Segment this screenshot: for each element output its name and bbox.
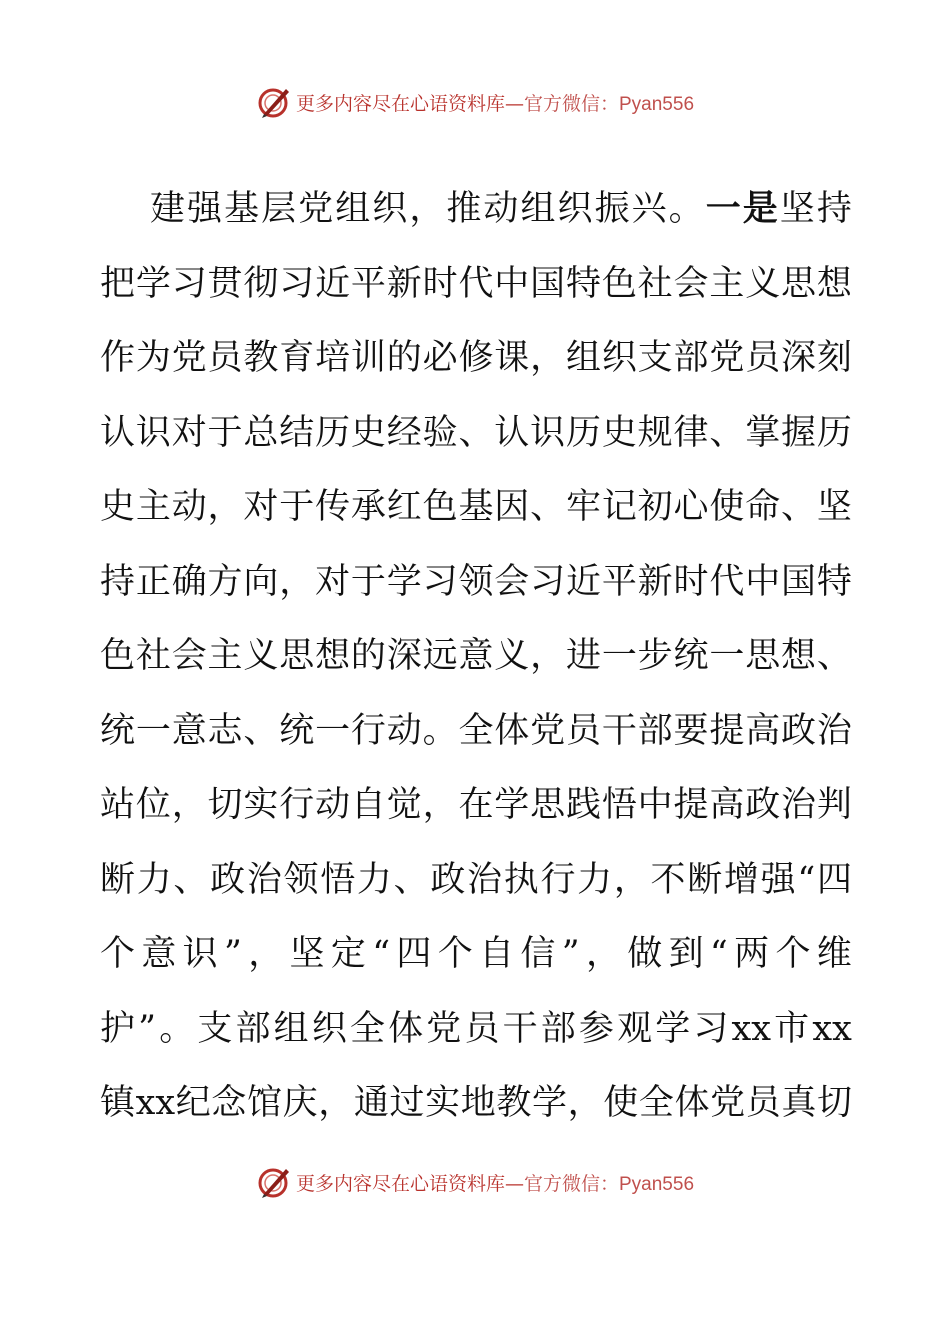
char: 不: [650, 859, 686, 900]
char: 动: [171, 487, 207, 527]
char: 培: [315, 338, 351, 378]
char: 政: [781, 710, 817, 751]
char: 、: [243, 710, 279, 751]
char: 行: [540, 859, 576, 900]
char: 信: [520, 934, 556, 974]
char: 护: [100, 1008, 136, 1049]
char: 要: [673, 710, 709, 751]
char: 党: [530, 710, 566, 751]
char: 命: [745, 487, 781, 527]
paragraph-line: [100, 992, 852, 1067]
char: ，: [171, 785, 207, 825]
char: 刻: [816, 338, 852, 378]
footer-banner-wechat: 官方微信：Pyan556: [524, 1173, 695, 1195]
char: 教: [243, 338, 279, 378]
char: 统: [673, 636, 709, 676]
char: 修: [458, 338, 494, 378]
header-banner-text: [296, 89, 694, 116]
char: 强: [760, 859, 796, 900]
char: 律: [673, 412, 709, 453]
char: 个: [437, 934, 473, 974]
char: 统: [279, 710, 315, 751]
char: 体: [674, 1083, 710, 1123]
char: 力: [577, 859, 613, 900]
paragraph-line: [100, 694, 852, 769]
char: 色: [100, 636, 136, 676]
char: 认: [100, 412, 136, 453]
char: 体: [494, 710, 530, 751]
char: 对: [315, 561, 351, 602]
header-banner-main: 更多内容尽在心语资料库: [295, 92, 505, 115]
char: 站: [100, 785, 136, 825]
char: 力: [356, 859, 392, 900]
char: 党: [298, 189, 334, 229]
char: ”: [561, 934, 580, 974]
char: 红: [386, 487, 422, 527]
char: 组: [335, 189, 371, 229]
char: 、: [393, 859, 429, 900]
char: 中: [637, 785, 673, 825]
char: 个: [775, 934, 811, 974]
char: 色: [601, 263, 637, 304]
char: 志: [207, 710, 243, 751]
char: 做: [627, 934, 663, 974]
char: 动: [315, 785, 351, 825]
char: 践: [565, 785, 601, 825]
char: 于: [279, 487, 315, 527]
char: 想: [315, 636, 351, 676]
paragraph-line: [100, 172, 852, 247]
char: 义: [745, 263, 781, 304]
char: 特: [565, 263, 601, 304]
char: 一: [709, 636, 745, 676]
char: 部: [540, 1008, 576, 1049]
char: 坚: [779, 189, 815, 229]
char: xx: [135, 1083, 176, 1123]
char: “: [797, 859, 816, 900]
char: 为: [135, 338, 171, 378]
char: 因: [494, 487, 530, 527]
char: 员: [745, 338, 781, 378]
paragraph-line: [100, 247, 852, 322]
char: 组: [273, 1008, 309, 1049]
char: 深: [386, 636, 422, 676]
char: 结: [279, 412, 315, 453]
char: 的: [350, 636, 386, 676]
char: ，: [613, 859, 649, 900]
char: 社: [135, 636, 171, 676]
char: 位: [135, 785, 171, 825]
char: 必: [422, 338, 458, 378]
char: 判: [816, 785, 852, 825]
char: 高: [745, 710, 781, 751]
char: 验: [422, 412, 458, 453]
char: 到: [668, 934, 704, 974]
char: 新: [386, 263, 422, 304]
char: 习: [171, 263, 207, 304]
char: 思: [530, 785, 566, 825]
char: ，: [207, 487, 243, 527]
char: 动: [386, 710, 422, 751]
char: 史: [350, 412, 386, 453]
char: 意: [171, 710, 207, 751]
char: 学: [386, 561, 422, 602]
char: ，: [530, 636, 566, 676]
char: 主: [207, 636, 243, 676]
footer-banner-main: 更多内容尽在心语资料库: [295, 1172, 505, 1195]
char: ，: [530, 338, 566, 378]
char: 员: [207, 338, 243, 378]
char: 国: [530, 263, 566, 304]
char: 悟: [601, 785, 637, 825]
header-banner-sep: —: [505, 92, 524, 115]
char: 使: [603, 1083, 639, 1123]
char: 个: [100, 934, 136, 974]
bold-char: 一: [705, 188, 741, 229]
char: 通: [353, 1083, 389, 1123]
char: 。: [668, 189, 704, 229]
char: 镇: [100, 1083, 136, 1123]
char: 维: [816, 934, 852, 974]
char: 对: [243, 487, 279, 527]
char: 训: [350, 338, 386, 378]
char: 新: [637, 561, 673, 602]
char: 馆: [246, 1083, 282, 1123]
char: 学: [135, 263, 171, 304]
char: 深: [781, 338, 817, 378]
char: 思: [745, 636, 781, 676]
char: 规: [637, 412, 673, 453]
char: 正: [135, 561, 171, 602]
char: 体: [388, 1008, 424, 1049]
char: 四: [396, 934, 432, 974]
char: 思: [781, 263, 817, 304]
char: 治: [781, 785, 817, 825]
char: 思: [279, 636, 315, 676]
footer-banner: [0, 1164, 950, 1200]
char: 把: [100, 263, 136, 304]
char: 四: [816, 859, 852, 900]
char: 支: [197, 1008, 233, 1049]
char: 、: [173, 859, 209, 900]
char: 、: [458, 412, 494, 453]
paragraph-line: [100, 917, 852, 992]
char: xx: [812, 1008, 852, 1049]
char: 。: [159, 1008, 195, 1049]
char: 干: [601, 710, 637, 751]
char: 观: [617, 1008, 653, 1049]
char: 强: [187, 189, 223, 229]
char: “: [372, 934, 391, 974]
char: ，: [409, 189, 445, 229]
char: 史: [601, 412, 637, 453]
char: 政: [430, 859, 466, 900]
char: ，: [422, 785, 458, 825]
char: 参: [578, 1008, 614, 1049]
char: 政: [745, 785, 781, 825]
char: 承: [350, 487, 386, 527]
char: 育: [279, 338, 315, 378]
paragraph-line: [100, 619, 852, 694]
char: 织: [311, 1008, 347, 1049]
char: 意: [141, 934, 177, 974]
char: 地: [460, 1083, 496, 1123]
char: 掌: [745, 412, 781, 453]
char: 在: [458, 785, 494, 825]
char: 的: [386, 338, 422, 378]
char: 市: [774, 1008, 810, 1049]
char: 学: [494, 785, 530, 825]
header-banner: [0, 84, 950, 120]
char: 代: [709, 561, 745, 602]
char: 切: [207, 785, 243, 825]
char: 组: [565, 338, 601, 378]
char: 过: [389, 1083, 425, 1123]
char: 领: [283, 859, 319, 900]
char: 建: [150, 189, 186, 229]
char: 治: [467, 859, 503, 900]
char: 主: [709, 263, 745, 304]
char: 意: [458, 636, 494, 676]
char: 于: [350, 561, 386, 602]
char: 高: [709, 785, 745, 825]
char: 确: [171, 561, 207, 602]
char: 平: [350, 263, 386, 304]
char: 传: [315, 487, 351, 527]
char: ，: [567, 1083, 603, 1123]
char: 部: [637, 710, 673, 751]
char: 会: [494, 561, 530, 602]
char: 支: [637, 338, 673, 378]
char: 党: [709, 338, 745, 378]
char: 使: [709, 487, 745, 527]
char: 断: [687, 859, 723, 900]
paragraph-line: [100, 396, 852, 471]
char: 想: [816, 263, 852, 304]
char: 党: [171, 338, 207, 378]
char: 作: [100, 338, 136, 378]
char: 习: [422, 561, 458, 602]
char: 、: [781, 487, 817, 527]
char: 、: [816, 636, 852, 676]
char: 习: [693, 1008, 729, 1049]
char: 、: [709, 412, 745, 453]
char: 织: [601, 338, 637, 378]
char: 近: [565, 561, 601, 602]
char: 彻: [243, 263, 279, 304]
header-banner-wechat: 官方微信：Pyan556: [524, 93, 695, 115]
char: 会: [171, 636, 207, 676]
char: 执: [503, 859, 539, 900]
char: 想: [781, 636, 817, 676]
char: 推: [446, 189, 482, 229]
char: 主: [135, 487, 171, 527]
char: 记: [601, 487, 637, 527]
char: 全: [349, 1008, 385, 1049]
char: 、: [530, 487, 566, 527]
footer-banner-text: [296, 1169, 694, 1196]
char: 学: [655, 1008, 691, 1049]
paragraph-line: [100, 545, 852, 620]
paragraph-line: [100, 843, 852, 918]
char: 历: [315, 412, 351, 453]
char: 悟: [320, 859, 356, 900]
char: 向: [243, 561, 279, 602]
char: 基: [458, 487, 494, 527]
paragraph-line: [100, 321, 852, 396]
char: 历: [816, 412, 852, 453]
char: 两: [734, 934, 770, 974]
char: 进: [565, 636, 601, 676]
char: ，: [585, 934, 621, 974]
char: 时: [673, 561, 709, 602]
char: 动: [483, 189, 519, 229]
char: 经: [386, 412, 422, 453]
char: 治: [246, 859, 282, 900]
paragraph-line: [100, 470, 852, 545]
char: 基: [224, 189, 260, 229]
char: 持: [816, 189, 852, 229]
char: 识: [182, 934, 218, 974]
char: 党: [710, 1083, 746, 1123]
char: 持: [100, 561, 136, 602]
char: 中: [745, 561, 781, 602]
char: 织: [372, 189, 408, 229]
char: 。: [422, 710, 458, 751]
char: 定: [330, 934, 366, 974]
char: 贯: [207, 263, 243, 304]
char: 觉: [386, 785, 422, 825]
char: 庆: [282, 1083, 318, 1123]
char: 干: [502, 1008, 538, 1049]
char: 中: [494, 263, 530, 304]
char: 远: [422, 636, 458, 676]
char: 实: [425, 1083, 461, 1123]
char: 课: [494, 338, 530, 378]
char: 念: [211, 1083, 247, 1123]
char: 特: [816, 561, 852, 602]
char: 领: [458, 561, 494, 602]
footer-banner-inner: [256, 1164, 694, 1200]
char: 国: [781, 561, 817, 602]
char: 治: [816, 710, 852, 751]
bold-char: 是: [742, 188, 778, 229]
char: ”: [138, 1008, 157, 1049]
char: 握: [781, 412, 817, 453]
char: 行: [279, 785, 315, 825]
char: “: [709, 934, 728, 974]
pen-circle-logo-icon: [256, 84, 292, 120]
char: 习: [530, 561, 566, 602]
char: 学: [531, 1083, 567, 1123]
char: 教: [496, 1083, 532, 1123]
char: 习: [279, 263, 315, 304]
char: 坚: [289, 934, 325, 974]
char: 全: [458, 710, 494, 751]
paragraph-line: [100, 1066, 852, 1141]
char: 力: [136, 859, 172, 900]
char: 近: [315, 263, 351, 304]
char: ”: [223, 934, 242, 974]
char: 部: [235, 1008, 271, 1049]
char: 组: [520, 189, 556, 229]
char: 会: [673, 263, 709, 304]
document-paragraph: [100, 172, 852, 1141]
char: 识: [530, 412, 566, 453]
char: 色: [422, 487, 458, 527]
char: 自: [350, 785, 386, 825]
char: 一: [601, 636, 637, 676]
char: ，: [279, 561, 315, 602]
char: 部: [673, 338, 709, 378]
char: 一: [315, 710, 351, 751]
header-banner-inner: [256, 84, 694, 120]
char: 提: [673, 785, 709, 825]
char: 提: [709, 710, 745, 751]
char: 识: [135, 412, 171, 453]
char: 总: [243, 412, 279, 453]
char: ，: [248, 934, 284, 974]
char: 增: [723, 859, 759, 900]
char: 代: [458, 263, 494, 304]
pen-circle-logo-icon: [256, 1164, 292, 1200]
char: 行: [350, 710, 386, 751]
char: 全: [638, 1083, 674, 1123]
char: 自: [479, 934, 515, 974]
paragraph-line: [100, 768, 852, 843]
char: 牢: [565, 487, 601, 527]
char: 断: [100, 859, 136, 900]
char: 纪: [175, 1083, 211, 1123]
char: 统: [100, 710, 136, 751]
char: 员: [565, 710, 601, 751]
char: 一: [135, 710, 171, 751]
char: 振: [594, 189, 630, 229]
char: 员: [464, 1008, 500, 1049]
footer-banner-sep: —: [505, 1172, 524, 1195]
char: 义: [494, 636, 530, 676]
char: 史: [100, 487, 136, 527]
char: 切: [816, 1083, 852, 1123]
char: 员: [745, 1083, 781, 1123]
char: 心: [673, 487, 709, 527]
char: 对: [171, 412, 207, 453]
char: 时: [422, 263, 458, 304]
char: 方: [207, 561, 243, 602]
char: 兴: [631, 189, 667, 229]
char: 党: [426, 1008, 462, 1049]
char: ，: [318, 1083, 354, 1123]
char: 坚: [816, 487, 852, 527]
char: 初: [637, 487, 673, 527]
char: 认: [494, 412, 530, 453]
char: 义: [243, 636, 279, 676]
char: 政: [210, 859, 246, 900]
char: 历: [565, 412, 601, 453]
char: 于: [207, 412, 243, 453]
char: 层: [261, 189, 297, 229]
char: 平: [601, 561, 637, 602]
char: 社: [637, 263, 673, 304]
char: 实: [243, 785, 279, 825]
char: 真: [781, 1083, 817, 1123]
char: xx: [731, 1008, 772, 1049]
char: 步: [637, 636, 673, 676]
char: 织: [557, 189, 593, 229]
